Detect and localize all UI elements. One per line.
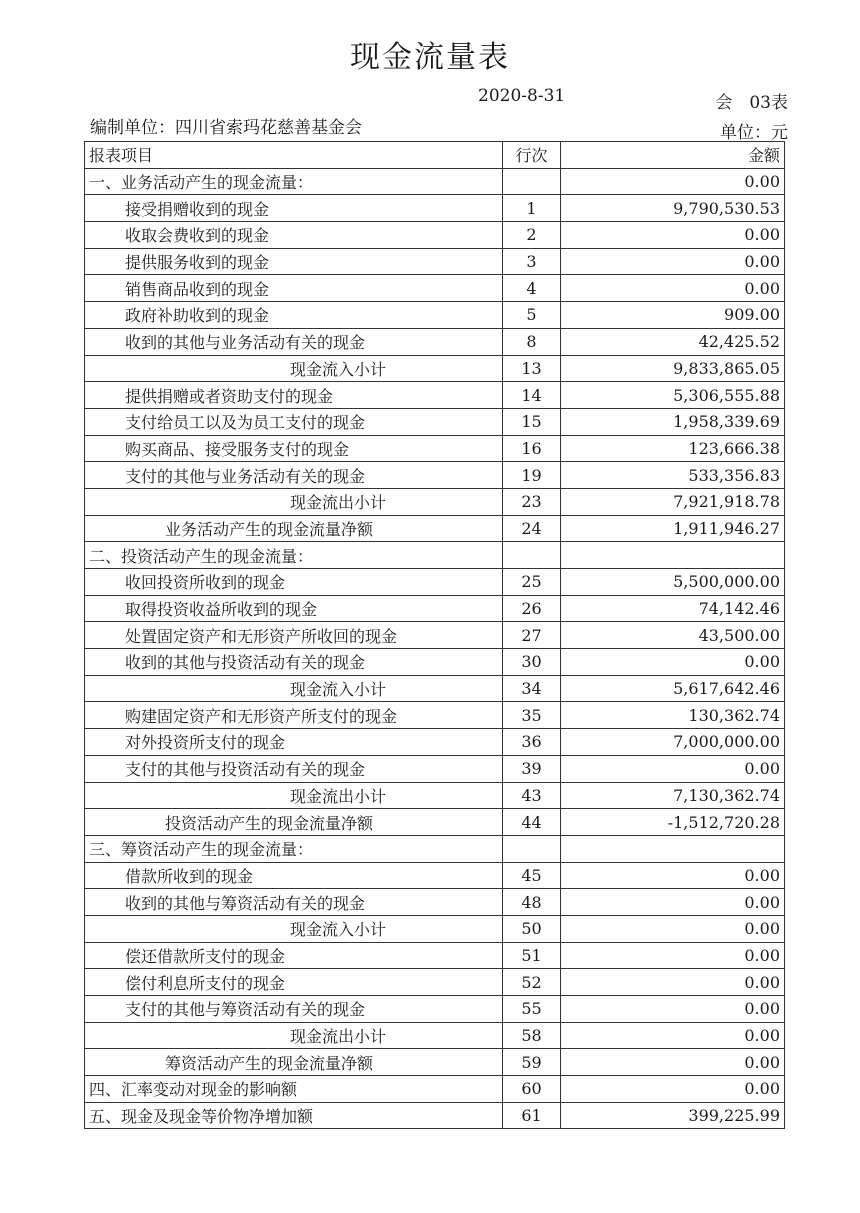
row-amount: -1,512,720.28 bbox=[561, 809, 785, 836]
row-item-label: 取得投资收益所收到的现金 bbox=[85, 595, 503, 622]
row-line-number: 5 bbox=[503, 302, 561, 329]
row-line-number: 14 bbox=[503, 382, 561, 409]
row-amount: 43,500.00 bbox=[561, 622, 785, 649]
row-amount: 0.00 bbox=[561, 275, 785, 302]
table-row bbox=[85, 729, 785, 756]
row-amount: 130,362.74 bbox=[561, 702, 785, 729]
form-number: 会 03表 bbox=[715, 93, 788, 113]
table-row bbox=[85, 969, 785, 996]
header-line: 行次 bbox=[503, 142, 561, 169]
row-item-label: 收到的其他与筹资活动有关的现金 bbox=[85, 889, 503, 916]
row-line-number: 1 bbox=[503, 195, 561, 222]
table-row bbox=[85, 382, 785, 409]
row-amount: 0.00 bbox=[561, 168, 785, 195]
row-item-label: 处置固定资产和无形资产所收回的现金 bbox=[85, 622, 503, 649]
row-amount: 0.00 bbox=[561, 755, 785, 782]
table-row bbox=[85, 435, 785, 462]
row-item-label: 接受捐赠收到的现金 bbox=[85, 195, 503, 222]
table-row bbox=[85, 168, 785, 195]
row-item-label: 一、业务活动产生的现金流量： bbox=[85, 168, 503, 195]
row-item-label: 收到的其他与业务活动有关的现金 bbox=[85, 328, 503, 355]
header-item: 报表项目 bbox=[85, 142, 503, 169]
table-row bbox=[85, 328, 785, 355]
document-title: 现金流量表 bbox=[350, 40, 510, 75]
row-amount: 399,225.99 bbox=[561, 1102, 785, 1129]
row-item-label: 现金流出小计 bbox=[85, 1022, 503, 1049]
table-row bbox=[85, 1076, 785, 1103]
row-item-label: 支付的其他与筹资活动有关的现金 bbox=[85, 996, 503, 1023]
row-amount: 5,500,000.00 bbox=[561, 569, 785, 596]
row-amount: 0.00 bbox=[561, 862, 785, 889]
row-item-label: 筹资活动产生的现金流量净额 bbox=[85, 1049, 503, 1076]
table-row bbox=[85, 355, 785, 382]
row-amount: 0.00 bbox=[561, 1022, 785, 1049]
row-item-label: 三、筹资活动产生的现金流量： bbox=[85, 835, 503, 862]
row-item-label: 五、现金及现金等价物净增加额 bbox=[85, 1102, 503, 1129]
row-amount: 0.00 bbox=[561, 248, 785, 275]
row-line-number: 24 bbox=[503, 515, 561, 542]
cash-flow-table-body bbox=[85, 142, 785, 1129]
row-amount: 5,306,555.88 bbox=[561, 382, 785, 409]
row-amount: 0.00 bbox=[561, 649, 785, 676]
row-amount: 74,142.46 bbox=[561, 595, 785, 622]
table-row bbox=[85, 862, 785, 889]
row-amount: 533,356.83 bbox=[561, 462, 785, 489]
row-item-label: 现金流出小计 bbox=[85, 782, 503, 809]
row-item-label: 销售商品收到的现金 bbox=[85, 275, 503, 302]
row-line-number: 58 bbox=[503, 1022, 561, 1049]
table-header-row bbox=[85, 142, 785, 169]
row-line-number: 25 bbox=[503, 569, 561, 596]
row-line-number: 16 bbox=[503, 435, 561, 462]
cash-flow-table bbox=[84, 141, 785, 1129]
report-date: 2020-8-31 bbox=[478, 86, 566, 106]
row-line-number: 35 bbox=[503, 702, 561, 729]
row-line-number: 61 bbox=[503, 1102, 561, 1129]
row-item-label: 收取会费收到的现金 bbox=[85, 222, 503, 249]
row-line-number bbox=[503, 168, 561, 195]
row-amount: 7,130,362.74 bbox=[561, 782, 785, 809]
row-item-label: 购建固定资产和无形资产所支付的现金 bbox=[85, 702, 503, 729]
table-row bbox=[85, 835, 785, 862]
table-row bbox=[85, 408, 785, 435]
row-amount: 7,000,000.00 bbox=[561, 729, 785, 756]
row-amount: 909.00 bbox=[561, 302, 785, 329]
row-item-label: 二、投资活动产生的现金流量： bbox=[85, 542, 503, 569]
table-row bbox=[85, 782, 785, 809]
row-line-number: 52 bbox=[503, 969, 561, 996]
row-line-number: 4 bbox=[503, 275, 561, 302]
row-item-label: 支付的其他与业务活动有关的现金 bbox=[85, 462, 503, 489]
table-row bbox=[85, 809, 785, 836]
table-row bbox=[85, 222, 785, 249]
row-item-label: 购买商品、接受服务支付的现金 bbox=[85, 435, 503, 462]
row-item-label: 偿还借款所支付的现金 bbox=[85, 942, 503, 969]
row-item-label: 现金流出小计 bbox=[85, 488, 503, 515]
table-row bbox=[85, 515, 785, 542]
row-item-label: 收到的其他与投资活动有关的现金 bbox=[85, 649, 503, 676]
table-row bbox=[85, 942, 785, 969]
row-line-number: 23 bbox=[503, 488, 561, 515]
row-amount: 0.00 bbox=[561, 889, 785, 916]
table-row bbox=[85, 488, 785, 515]
row-line-number: 45 bbox=[503, 862, 561, 889]
row-item-label: 对外投资所支付的现金 bbox=[85, 729, 503, 756]
row-amount: 0.00 bbox=[561, 996, 785, 1023]
row-item-label: 提供服务收到的现金 bbox=[85, 248, 503, 275]
row-line-number bbox=[503, 542, 561, 569]
row-line-number: 39 bbox=[503, 755, 561, 782]
table-row bbox=[85, 195, 785, 222]
row-line-number: 2 bbox=[503, 222, 561, 249]
row-line-number: 36 bbox=[503, 729, 561, 756]
row-item-label: 现金流入小计 bbox=[85, 675, 503, 702]
table-row bbox=[85, 996, 785, 1023]
row-amount: 0.00 bbox=[561, 222, 785, 249]
table-row bbox=[85, 622, 785, 649]
row-amount: 42,425.52 bbox=[561, 328, 785, 355]
row-line-number: 27 bbox=[503, 622, 561, 649]
table-row bbox=[85, 542, 785, 569]
row-amount: 0.00 bbox=[561, 915, 785, 942]
table-row bbox=[85, 275, 785, 302]
currency-unit: 单位：元 bbox=[720, 123, 788, 143]
row-amount bbox=[561, 835, 785, 862]
row-amount: 7,921,918.78 bbox=[561, 488, 785, 515]
row-line-number: 13 bbox=[503, 355, 561, 382]
row-line-number: 48 bbox=[503, 889, 561, 916]
row-item-label: 提供捐赠或者资助支付的现金 bbox=[85, 382, 503, 409]
row-amount: 5,617,642.46 bbox=[561, 675, 785, 702]
table-row bbox=[85, 755, 785, 782]
table-row bbox=[85, 1102, 785, 1129]
table-row bbox=[85, 1022, 785, 1049]
row-line-number: 50 bbox=[503, 915, 561, 942]
row-line-number: 34 bbox=[503, 675, 561, 702]
table-row bbox=[85, 569, 785, 596]
row-amount: 1,911,946.27 bbox=[561, 515, 785, 542]
table-row bbox=[85, 462, 785, 489]
row-item-label: 现金流入小计 bbox=[85, 915, 503, 942]
reporting-unit: 编制单位：四川省索玛花慈善基金会 bbox=[90, 118, 362, 138]
table-row bbox=[85, 889, 785, 916]
row-amount bbox=[561, 542, 785, 569]
row-amount: 1,958,339.69 bbox=[561, 408, 785, 435]
row-amount: 9,833,865.05 bbox=[561, 355, 785, 382]
row-item-label: 收回投资所收到的现金 bbox=[85, 569, 503, 596]
row-line-number: 30 bbox=[503, 649, 561, 676]
table-row bbox=[85, 595, 785, 622]
row-line-number: 44 bbox=[503, 809, 561, 836]
row-item-label: 政府补助收到的现金 bbox=[85, 302, 503, 329]
row-line-number: 3 bbox=[503, 248, 561, 275]
table-row bbox=[85, 675, 785, 702]
row-line-number: 8 bbox=[503, 328, 561, 355]
table-row bbox=[85, 248, 785, 275]
row-item-label: 投资活动产生的现金流量净额 bbox=[85, 809, 503, 836]
row-line-number bbox=[503, 835, 561, 862]
row-amount: 123,666.38 bbox=[561, 435, 785, 462]
row-line-number: 19 bbox=[503, 462, 561, 489]
row-line-number: 55 bbox=[503, 996, 561, 1023]
header-amount: 金额 bbox=[561, 142, 785, 169]
table-row bbox=[85, 1049, 785, 1076]
table-row bbox=[85, 915, 785, 942]
row-amount: 9,790,530.53 bbox=[561, 195, 785, 222]
row-amount: 0.00 bbox=[561, 1049, 785, 1076]
row-amount: 0.00 bbox=[561, 969, 785, 996]
row-item-label: 借款所收到的现金 bbox=[85, 862, 503, 889]
row-line-number: 60 bbox=[503, 1076, 561, 1103]
row-amount: 0.00 bbox=[561, 942, 785, 969]
row-line-number: 51 bbox=[503, 942, 561, 969]
row-item-label: 偿付利息所支付的现金 bbox=[85, 969, 503, 996]
row-item-label: 现金流入小计 bbox=[85, 355, 503, 382]
table-row bbox=[85, 302, 785, 329]
row-item-label: 支付的其他与投资活动有关的现金 bbox=[85, 755, 503, 782]
row-line-number: 43 bbox=[503, 782, 561, 809]
table-row bbox=[85, 649, 785, 676]
row-amount: 0.00 bbox=[561, 1076, 785, 1103]
row-line-number: 15 bbox=[503, 408, 561, 435]
row-item-label: 支付给员工以及为员工支付的现金 bbox=[85, 408, 503, 435]
row-item-label: 四、汇率变动对现金的影响额 bbox=[85, 1076, 503, 1103]
row-item-label: 业务活动产生的现金流量净额 bbox=[85, 515, 503, 542]
table-row bbox=[85, 702, 785, 729]
row-line-number: 26 bbox=[503, 595, 561, 622]
row-line-number: 59 bbox=[503, 1049, 561, 1076]
